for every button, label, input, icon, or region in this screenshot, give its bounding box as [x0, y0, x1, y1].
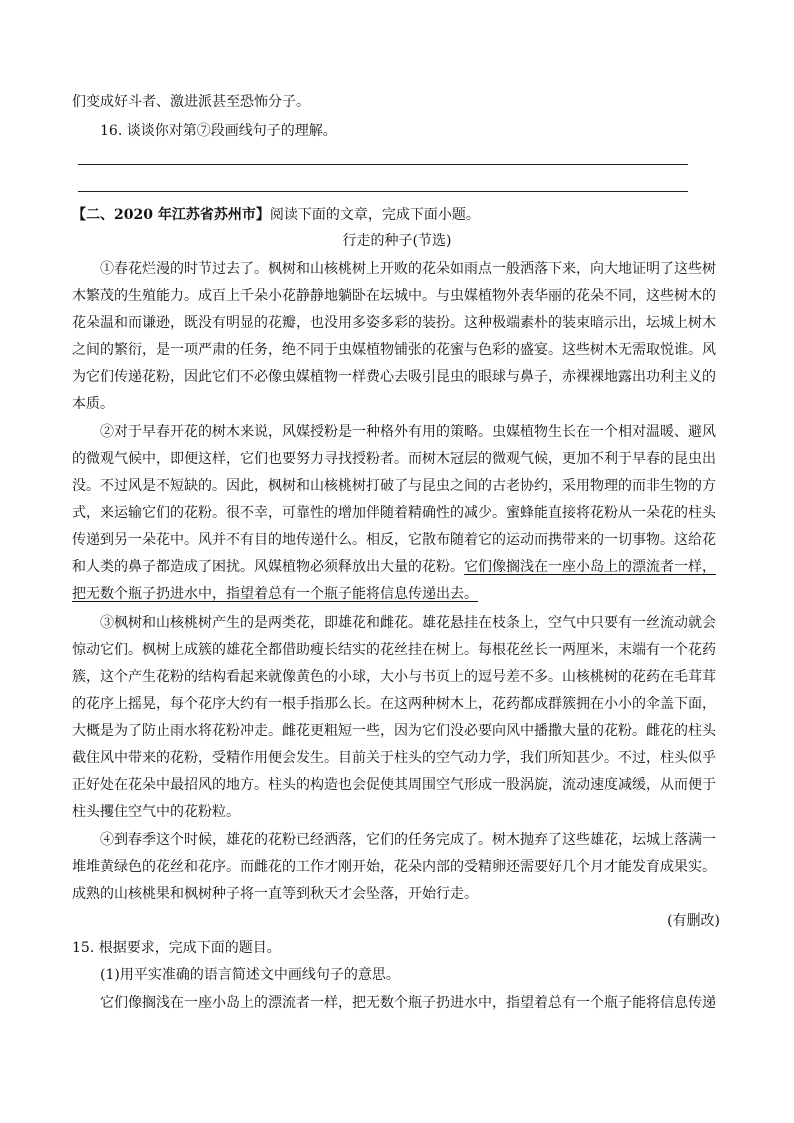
p2-line-7: [72, 581, 722, 607]
previous-text-fragment: 们变成好斗者、激进派甚至恐怖分子。: [72, 94, 310, 110]
p2-line-5: 传递到另一朵花中。风并不有目的地传递什么。相反，它散布随着它的运动而携带来的一切事物。这给花: [72, 532, 716, 548]
p4-line-3: 成熟的山核桃果和枫树种子将一直等到秋天才会坠落，开始行走。: [72, 886, 478, 902]
section-source-tag: 【二、2020 年江苏省苏州市】: [72, 207, 270, 223]
p2-line-3: 没。不过风是不短缺的。因此，枫树和山核桃树打破了与昆虫之间的古老协约，采用物理的而非生物的方: [72, 478, 716, 494]
p2-line-6: [72, 554, 722, 580]
p2-line-1: ②对于早春开花的树木来说，风媒授粉是一种格外有用的策略。虫媒植物生长在一个相对温暖、避风: [100, 424, 716, 440]
p3-line-4: 的花序上摇晃，每个花序大约有一根手指那么长。在这两种树木上，花药都成群簇拥在小小的伞盖下面，: [72, 696, 716, 712]
underlined-sentence-part-2: 把无数个瓶子扔进水中，指望着总有一个瓶子能将信息传递出去。: [72, 586, 478, 602]
section-header: [72, 202, 722, 228]
p2-line-6-text: 和人类的鼻子都造成了困扰。风媒植物必须释放出大量的花粉。: [72, 559, 464, 575]
p4-line-2: 堆堆黄绿色的花丝和花序。而雌花的工作才刚开始，花朵内部的受精卵还需要好几个月才能发育成果实。: [72, 859, 716, 875]
question-15-part-1: (1)用平实准确的语言简述文中画线句子的意思。: [100, 967, 400, 983]
p1-line-3: 花朵温和而谦逊，既没有明显的花瓣，也没用多姿多彩的装扮。这种极端素朴的装束暗示出，坛城上树木: [72, 315, 716, 331]
answer-line-2: [78, 191, 688, 192]
p3-line-6: 截住风中带来的花粉，受精作用便会发生。目前关于柱头的空气动力学，我们所知甚少。不过，柱头似乎: [72, 750, 716, 766]
p2-line-4: 式，来运输它们的花粉。很不幸，可靠性的增加伴随着精确性的减少。蜜蜂能直接将花粉从一朵花的柱头: [72, 505, 716, 521]
p3-line-2: 惊动它们。枫树上成簇的雄花全都借助瘦长结实的花丝挂在树上。每根花丝长一两厘米，末端有一个花药: [72, 642, 716, 658]
edit-note: (有删改): [667, 913, 720, 929]
p1-line-5: 为它们传递花粉，因此它们不必像虫媒植物一样费心去吸引昆虫的眼球与鼻子，赤裸裸地露出功利主义的: [72, 369, 716, 385]
p3-line-3: 簇，这个产生花粉的结构看起来就像黄色的小球，大小与书页上的逗号差不多。山核桃树的花药在毛茸茸: [72, 669, 716, 685]
question-16: 16. 谈谈你对第⑦段画线句子的理解。: [100, 123, 337, 139]
question-15: 15. 根据要求，完成下面的题目。: [72, 940, 281, 956]
answer-line-1: [78, 164, 688, 165]
p1-line-2: 木繁茂的生殖能力。成百上千朵小花静静地躺卧在坛城中。与虫媒植物外表华丽的花朵不同，这些树木的: [72, 288, 716, 304]
question-15-quoted-sentence: 它们像搁浅在一座小岛上的漂流者一样，把无数个瓶子扔进水中，指望着总有一个瓶子能将信息传递: [100, 995, 716, 1011]
p3-line-1: ③枫树和山核桃树产生的是两类花，即雄花和雌花。雄花悬挂在枝条上，空气中只要有一丝流动就会: [100, 615, 716, 631]
p1-line-6: 本质。: [72, 396, 114, 412]
article-title: 行走的种子(节选): [342, 233, 452, 249]
p1-line-1: ①春花烂漫的时节过去了。枫树和山核桃树上开败的花朵如雨点一般洒落下来，向大地证明了这些树: [100, 261, 716, 277]
p3-line-5: 大概是为了防止雨水将花粉冲走。雌花更粗短一些，因为它们没必要向风中播撒大量的花粉。雌花的柱头: [72, 723, 716, 739]
p4-line-1: ④到春季这个时候，雄花的花粉已经洒落，它们的任务完成了。树木抛弃了这些雄花，坛城上落满一: [100, 832, 716, 848]
p3-line-7: 正好处在花朵中最招风的地方。柱头的构造也会促使其周围空气形成一股涡旋，流动速度减缓，从而便于: [72, 777, 716, 793]
p1-line-4: 之间的繁衍，是一项严肃的任务，绝不同于虫媒植物铺张的花蜜与色彩的盛宴。这些树木无需取悦谁。风: [72, 342, 716, 358]
p3-line-8: 柱头攫住空气中的花粉粒。: [72, 804, 240, 820]
section-instruction: 阅读下面的文章，完成下面小题。: [269, 207, 480, 223]
p2-line-2: 的微观气候中，即便这样，它们也要努力寻找授粉者。而树木冠层的微观气候，更加不利于早春的昆虫出: [72, 451, 716, 467]
underlined-sentence-part-1: 它们像搁浅在一座小岛上的漂流者一样，: [464, 559, 716, 575]
